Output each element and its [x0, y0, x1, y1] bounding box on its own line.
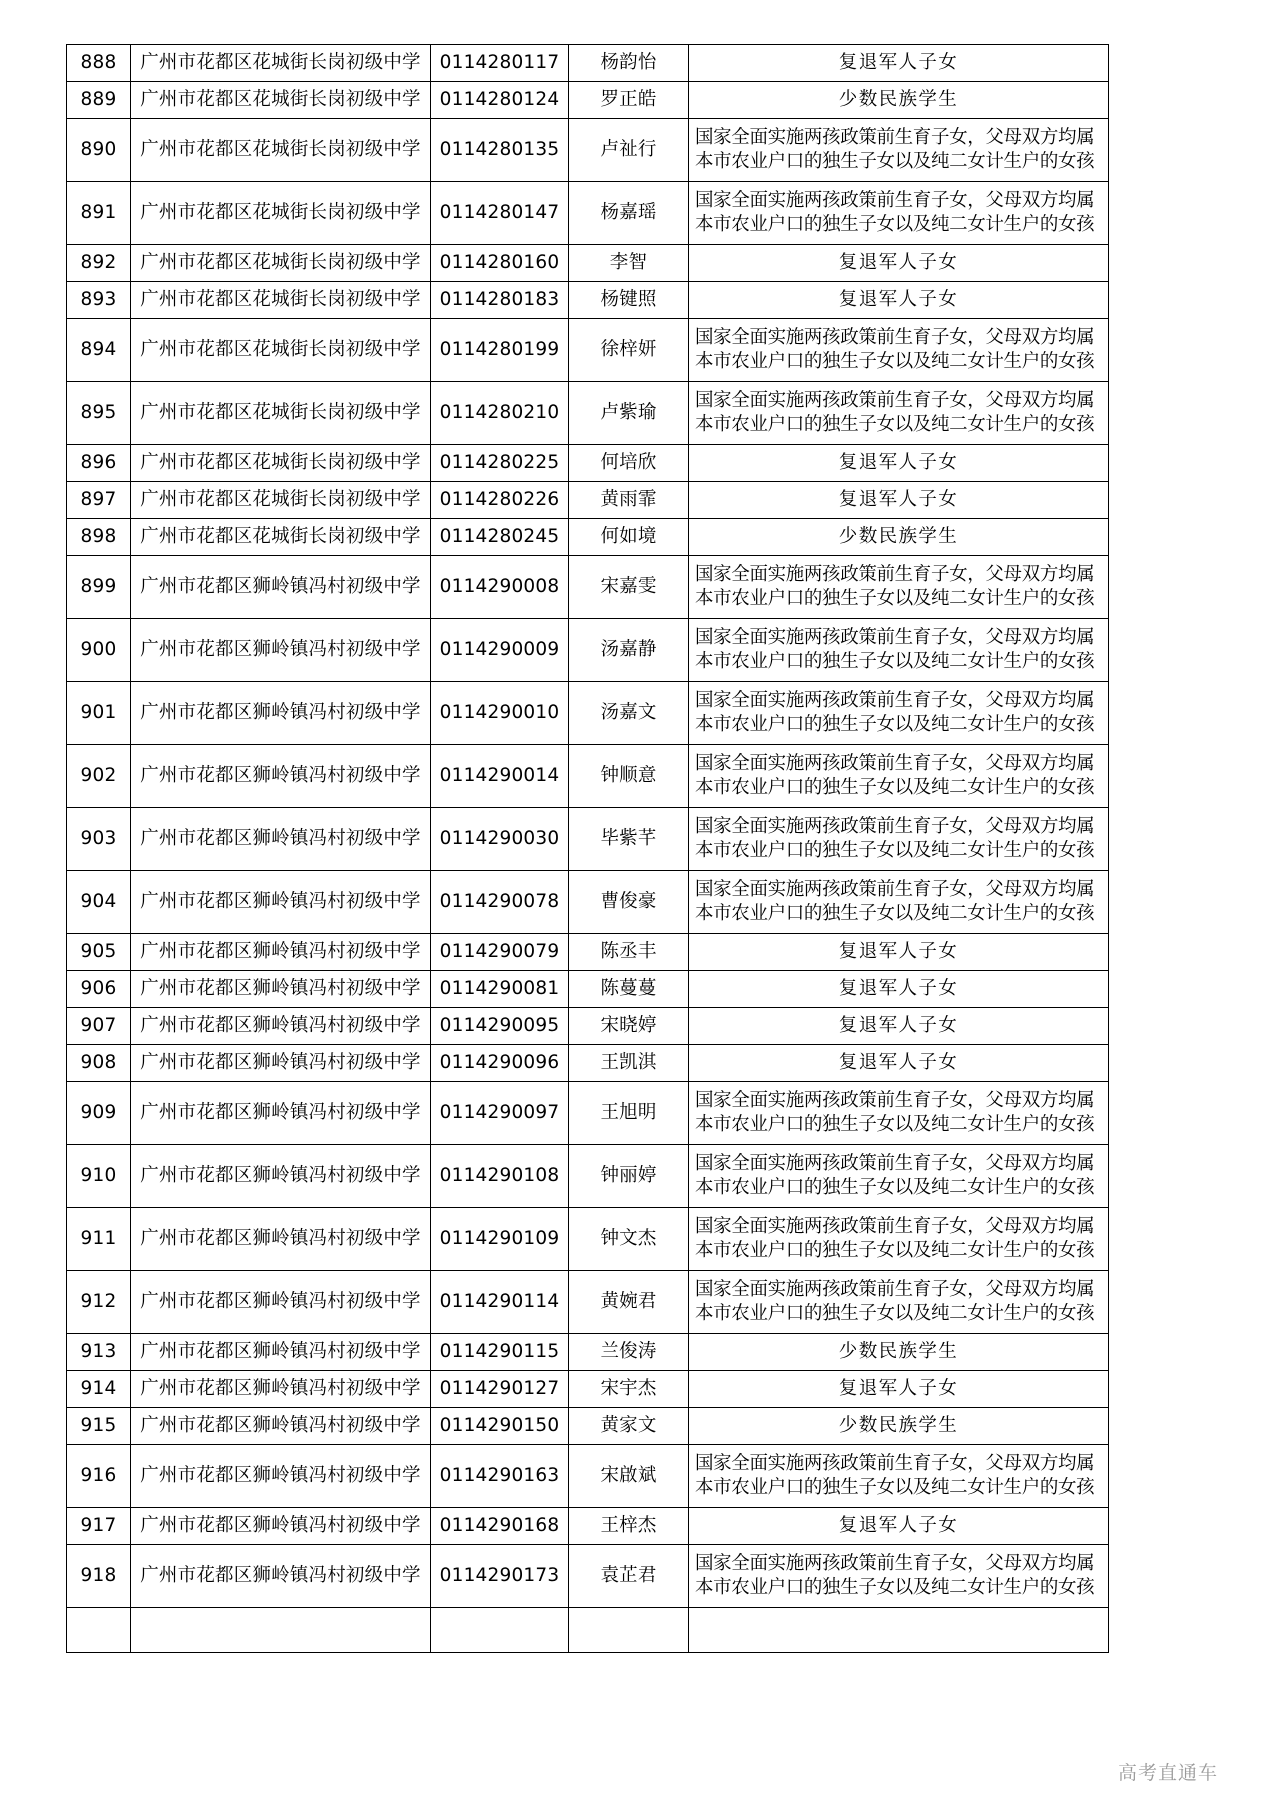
policy-text-line-1: 国家全面实施两孩政策前生育子女，父母双方均属 — [695, 1215, 1095, 1237]
cell-school-name: 广州市花都区花城街长岗初级中学 — [131, 282, 431, 319]
cell-student-id: 0114290115 — [431, 1334, 569, 1371]
cell-student-id: 0114280183 — [431, 282, 569, 319]
cell-student-name: 宋嘉雯 — [569, 556, 689, 619]
cell-school-name: 广州市花都区花城街长岗初级中学 — [131, 182, 431, 245]
table-row — [67, 45, 1109, 82]
cell-policy-category — [689, 445, 1109, 482]
cell-policy-category — [689, 745, 1109, 808]
cell-sequence-number: 905 — [67, 934, 131, 971]
table-row — [67, 519, 1109, 556]
table-row — [67, 619, 1109, 682]
cell-student-id: 0114290079 — [431, 934, 569, 971]
policy-text-line-2: 本市农业户口的独生子女以及纯二女计生户的女孩 — [695, 840, 1095, 861]
cell-sequence-number: 892 — [67, 245, 131, 282]
cell-school-name: 广州市花都区狮岭镇冯村初级中学 — [131, 1045, 431, 1082]
policy-text: 少数民族学生 — [838, 1415, 959, 1437]
table-body — [67, 45, 1109, 1653]
table-row — [67, 1334, 1109, 1371]
policy-text: 少数民族学生 — [838, 89, 959, 111]
cell-policy-category — [689, 1334, 1109, 1371]
cell-student-id — [431, 1608, 569, 1653]
policy-text-line-2: 本市农业户口的独生子女以及纯二女计生户的女孩 — [695, 414, 1095, 435]
cell-policy-category — [689, 182, 1109, 245]
cell-student-name: 汤嘉文 — [569, 682, 689, 745]
cell-school-name: 广州市花都区狮岭镇冯村初级中学 — [131, 745, 431, 808]
cell-student-name: 黄家文 — [569, 1408, 689, 1445]
policy-text-line-2: 本市农业户口的独生子女以及纯二女计生户的女孩 — [695, 1577, 1095, 1598]
table-row — [67, 1271, 1109, 1334]
policy-text: 复退军人子女 — [838, 1015, 959, 1037]
cell-sequence-number: 888 — [67, 45, 131, 82]
table-row — [67, 382, 1109, 445]
cell-sequence-number: 889 — [67, 82, 131, 119]
cell-school-name: 广州市花都区花城街长岗初级中学 — [131, 482, 431, 519]
cell-student-id: 0114290030 — [431, 808, 569, 871]
cell-policy-category — [689, 319, 1109, 382]
cell-student-id: 0114280135 — [431, 119, 569, 182]
policy-text: 少数民族学生 — [838, 526, 959, 548]
cell-student-name: 何培欣 — [569, 445, 689, 482]
cell-sequence-number: 906 — [67, 971, 131, 1008]
policy-text-line-1: 国家全面实施两孩政策前生育子女，父母双方均属 — [695, 389, 1095, 411]
policy-text-line-2: 本市农业户口的独生子女以及纯二女计生户的女孩 — [695, 777, 1095, 798]
policy-text-line-1: 国家全面实施两孩政策前生育子女，父母双方均属 — [695, 326, 1095, 348]
policy-text-line-2: 本市农业户口的独生子女以及纯二女计生户的女孩 — [695, 651, 1095, 672]
cell-school-name: 广州市花都区狮岭镇冯村初级中学 — [131, 971, 431, 1008]
table-row — [67, 1145, 1109, 1208]
cell-policy-category — [689, 871, 1109, 934]
cell-sequence-number: 893 — [67, 282, 131, 319]
cell-policy-category — [689, 1608, 1109, 1653]
cell-school-name: 广州市花都区狮岭镇冯村初级中学 — [131, 934, 431, 971]
cell-student-id: 0114290168 — [431, 1508, 569, 1545]
cell-student-name: 黄雨霏 — [569, 482, 689, 519]
policy-text-line-1: 国家全面实施两孩政策前生育子女，父母双方均属 — [695, 878, 1095, 900]
cell-sequence-number: 913 — [67, 1334, 131, 1371]
cell-student-id: 0114290127 — [431, 1371, 569, 1408]
cell-policy-category — [689, 1208, 1109, 1271]
cell-school-name: 广州市花都区花城街长岗初级中学 — [131, 245, 431, 282]
cell-student-id: 0114280226 — [431, 482, 569, 519]
table-row — [67, 1045, 1109, 1082]
cell-student-name: 宋啟斌 — [569, 1445, 689, 1508]
table-row — [67, 1445, 1109, 1508]
cell-policy-category — [689, 971, 1109, 1008]
cell-policy-category — [689, 382, 1109, 445]
cell-policy-category — [689, 119, 1109, 182]
policy-text: 复退军人子女 — [838, 978, 959, 1000]
policy-text: 复退军人子女 — [838, 1052, 959, 1074]
cell-sequence-number: 891 — [67, 182, 131, 245]
policy-text-line-2: 本市农业户口的独生子女以及纯二女计生户的女孩 — [695, 1477, 1095, 1498]
cell-sequence-number — [67, 1608, 131, 1653]
policy-text-line-1: 国家全面实施两孩政策前生育子女，父母双方均属 — [695, 1552, 1095, 1574]
cell-sequence-number: 903 — [67, 808, 131, 871]
cell-policy-category — [689, 1008, 1109, 1045]
cell-policy-category — [689, 1371, 1109, 1408]
cell-school-name: 广州市花都区狮岭镇冯村初级中学 — [131, 1545, 431, 1608]
table-row — [67, 182, 1109, 245]
policy-text-line-1: 国家全面实施两孩政策前生育子女，父母双方均属 — [695, 126, 1095, 148]
table-row — [67, 319, 1109, 382]
cell-sequence-number: 917 — [67, 1508, 131, 1545]
policy-text: 复退军人子女 — [838, 941, 959, 963]
cell-sequence-number: 915 — [67, 1408, 131, 1445]
cell-school-name: 广州市花都区狮岭镇冯村初级中学 — [131, 1508, 431, 1545]
cell-student-id: 0114290081 — [431, 971, 569, 1008]
cell-student-id: 0114280225 — [431, 445, 569, 482]
table-row — [67, 871, 1109, 934]
policy-text: 复退军人子女 — [838, 252, 959, 274]
cell-sequence-number: 911 — [67, 1208, 131, 1271]
cell-policy-category — [689, 282, 1109, 319]
cell-sequence-number: 916 — [67, 1445, 131, 1508]
policy-text: 复退军人子女 — [838, 1378, 959, 1400]
cell-policy-category — [689, 82, 1109, 119]
table-row — [67, 1608, 1109, 1653]
cell-policy-category — [689, 1508, 1109, 1545]
cell-school-name: 广州市花都区花城街长岗初级中学 — [131, 82, 431, 119]
cell-sequence-number: 897 — [67, 482, 131, 519]
cell-school-name: 广州市花都区狮岭镇冯村初级中学 — [131, 1408, 431, 1445]
policy-text-line-1: 国家全面实施两孩政策前生育子女，父母双方均属 — [695, 189, 1095, 211]
watermark: 高考直通车 — [1117, 1762, 1218, 1784]
table-row — [67, 482, 1109, 519]
cell-school-name: 广州市花都区花城街长岗初级中学 — [131, 319, 431, 382]
policy-text-line-1: 国家全面实施两孩政策前生育子女，父母双方均属 — [695, 563, 1095, 585]
cell-student-id: 0114290078 — [431, 871, 569, 934]
policy-text-line-1: 国家全面实施两孩政策前生育子女，父母双方均属 — [695, 752, 1095, 774]
cell-student-id: 0114290095 — [431, 1008, 569, 1045]
cell-student-id: 0114290097 — [431, 1082, 569, 1145]
cell-student-id: 0114290150 — [431, 1408, 569, 1445]
cell-student-name — [569, 1608, 689, 1653]
table-row — [67, 971, 1109, 1008]
policy-text-line-2: 本市农业户口的独生子女以及纯二女计生户的女孩 — [695, 1240, 1095, 1261]
cell-sequence-number: 898 — [67, 519, 131, 556]
cell-student-name: 徐梓妍 — [569, 319, 689, 382]
cell-student-id: 0114280124 — [431, 82, 569, 119]
policy-text-line-1: 国家全面实施两孩政策前生育子女，父母双方均属 — [695, 1278, 1095, 1300]
cell-student-name: 陈蔓蔓 — [569, 971, 689, 1008]
cell-school-name: 广州市花都区花城街长岗初级中学 — [131, 382, 431, 445]
cell-policy-category — [689, 1408, 1109, 1445]
table-row — [67, 1508, 1109, 1545]
cell-student-name: 杨嘉瑶 — [569, 182, 689, 245]
policy-text-line-1: 国家全面实施两孩政策前生育子女，父母双方均属 — [695, 815, 1095, 837]
cell-student-name: 汤嘉静 — [569, 619, 689, 682]
policy-text-line-2: 本市农业户口的独生子女以及纯二女计生户的女孩 — [695, 1303, 1095, 1324]
cell-sequence-number: 909 — [67, 1082, 131, 1145]
cell-student-name: 钟丽婷 — [569, 1145, 689, 1208]
cell-student-id: 0114280199 — [431, 319, 569, 382]
cell-school-name: 广州市花都区狮岭镇冯村初级中学 — [131, 1445, 431, 1508]
cell-sequence-number: 896 — [67, 445, 131, 482]
cell-sequence-number: 899 — [67, 556, 131, 619]
cell-policy-category — [689, 45, 1109, 82]
cell-student-name: 毕紫芊 — [569, 808, 689, 871]
policy-text-line-1: 国家全面实施两孩政策前生育子女，父母双方均属 — [695, 689, 1095, 711]
cell-student-name: 宋宇杰 — [569, 1371, 689, 1408]
cell-policy-category — [689, 482, 1109, 519]
cell-school-name: 广州市花都区狮岭镇冯村初级中学 — [131, 556, 431, 619]
cell-student-name: 罗正皓 — [569, 82, 689, 119]
cell-policy-category — [689, 1271, 1109, 1334]
cell-sequence-number: 918 — [67, 1545, 131, 1608]
policy-text-line-2: 本市农业户口的独生子女以及纯二女计生户的女孩 — [695, 1114, 1095, 1135]
policy-text-line-2: 本市农业户口的独生子女以及纯二女计生户的女孩 — [695, 903, 1095, 924]
cell-sequence-number: 900 — [67, 619, 131, 682]
policy-text-line-2: 本市农业户口的独生子女以及纯二女计生户的女孩 — [695, 351, 1095, 372]
policy-text-line-2: 本市农业户口的独生子女以及纯二女计生户的女孩 — [695, 151, 1095, 172]
cell-sequence-number: 901 — [67, 682, 131, 745]
table-row — [67, 1371, 1109, 1408]
cell-student-name: 杨韵怡 — [569, 45, 689, 82]
cell-student-id: 0114290108 — [431, 1145, 569, 1208]
cell-student-name: 卢紫瑜 — [569, 382, 689, 445]
policy-text-line-2: 本市农业户口的独生子女以及纯二女计生户的女孩 — [695, 714, 1095, 735]
cell-student-name: 李智 — [569, 245, 689, 282]
cell-sequence-number: 907 — [67, 1008, 131, 1045]
cell-student-name: 袁芷君 — [569, 1545, 689, 1608]
cell-policy-category — [689, 1082, 1109, 1145]
table-row — [67, 808, 1109, 871]
cell-policy-category — [689, 1445, 1109, 1508]
cell-school-name: 广州市花都区狮岭镇冯村初级中学 — [131, 1271, 431, 1334]
cell-policy-category — [689, 934, 1109, 971]
policy-text-line-1: 国家全面实施两孩政策前生育子女，父母双方均属 — [695, 1452, 1095, 1474]
policy-students-table — [66, 44, 1109, 1653]
table-row — [67, 934, 1109, 971]
cell-sequence-number: 910 — [67, 1145, 131, 1208]
cell-school-name: 广州市花都区狮岭镇冯村初级中学 — [131, 1208, 431, 1271]
policy-text: 复退军人子女 — [838, 52, 959, 74]
cell-student-id: 0114290173 — [431, 1545, 569, 1608]
table-row — [67, 556, 1109, 619]
cell-student-name: 黄婉君 — [569, 1271, 689, 1334]
cell-school-name: 广州市花都区狮岭镇冯村初级中学 — [131, 1334, 431, 1371]
cell-school-name: 广州市花都区狮岭镇冯村初级中学 — [131, 1145, 431, 1208]
table-row — [67, 1408, 1109, 1445]
cell-student-id: 0114280210 — [431, 382, 569, 445]
cell-policy-category — [689, 1145, 1109, 1208]
cell-sequence-number: 912 — [67, 1271, 131, 1334]
policy-text-line-1: 国家全面实施两孩政策前生育子女，父母双方均属 — [695, 1152, 1095, 1174]
table-row — [67, 82, 1109, 119]
cell-student-name: 钟顺意 — [569, 745, 689, 808]
cell-policy-category — [689, 245, 1109, 282]
cell-student-name: 王梓杰 — [569, 1508, 689, 1545]
cell-student-id: 0114290014 — [431, 745, 569, 808]
cell-sequence-number: 894 — [67, 319, 131, 382]
cell-school-name — [131, 1608, 431, 1653]
cell-school-name: 广州市花都区狮岭镇冯村初级中学 — [131, 808, 431, 871]
cell-student-id: 0114290010 — [431, 682, 569, 745]
cell-sequence-number: 890 — [67, 119, 131, 182]
cell-student-id: 0114290096 — [431, 1045, 569, 1082]
cell-policy-category — [689, 682, 1109, 745]
table-row — [67, 282, 1109, 319]
table-row — [67, 1082, 1109, 1145]
cell-student-name: 陈丞丰 — [569, 934, 689, 971]
cell-student-name: 杨键照 — [569, 282, 689, 319]
cell-student-name: 卢祉行 — [569, 119, 689, 182]
cell-school-name: 广州市花都区花城街长岗初级中学 — [131, 519, 431, 556]
table-row — [67, 445, 1109, 482]
table-row — [67, 745, 1109, 808]
cell-student-name: 何如境 — [569, 519, 689, 556]
table-row — [67, 119, 1109, 182]
cell-school-name: 广州市花都区狮岭镇冯村初级中学 — [131, 1008, 431, 1045]
policy-text: 复退军人子女 — [838, 452, 959, 474]
cell-policy-category — [689, 1545, 1109, 1608]
cell-student-id: 0114290163 — [431, 1445, 569, 1508]
policy-text: 复退军人子女 — [838, 289, 959, 311]
cell-student-name: 宋晓婷 — [569, 1008, 689, 1045]
cell-student-name: 王凯淇 — [569, 1045, 689, 1082]
policy-text-line-1: 国家全面实施两孩政策前生育子女，父母双方均属 — [695, 626, 1095, 648]
cell-sequence-number: 902 — [67, 745, 131, 808]
policy-text: 少数民族学生 — [838, 1341, 959, 1363]
cell-sequence-number: 895 — [67, 382, 131, 445]
policy-text: 复退军人子女 — [838, 489, 959, 511]
cell-student-id: 0114280147 — [431, 182, 569, 245]
cell-school-name: 广州市花都区花城街长岗初级中学 — [131, 45, 431, 82]
cell-student-name: 钟文杰 — [569, 1208, 689, 1271]
cell-policy-category — [689, 556, 1109, 619]
cell-school-name: 广州市花都区狮岭镇冯村初级中学 — [131, 619, 431, 682]
cell-student-id: 0114290114 — [431, 1271, 569, 1334]
cell-sequence-number: 914 — [67, 1371, 131, 1408]
cell-school-name: 广州市花都区狮岭镇冯村初级中学 — [131, 1082, 431, 1145]
table-row — [67, 1208, 1109, 1271]
cell-sequence-number: 904 — [67, 871, 131, 934]
policy-text-line-2: 本市农业户口的独生子女以及纯二女计生户的女孩 — [695, 1177, 1095, 1198]
cell-policy-category — [689, 519, 1109, 556]
cell-student-name: 兰俊涛 — [569, 1334, 689, 1371]
cell-student-name: 曹俊豪 — [569, 871, 689, 934]
policy-text: 复退军人子女 — [838, 1515, 959, 1537]
table-row — [67, 1008, 1109, 1045]
cell-student-id: 0114290008 — [431, 556, 569, 619]
cell-student-id: 0114280245 — [431, 519, 569, 556]
cell-school-name: 广州市花都区花城街长岗初级中学 — [131, 119, 431, 182]
cell-student-id: 0114280160 — [431, 245, 569, 282]
policy-text-line-1: 国家全面实施两孩政策前生育子女，父母双方均属 — [695, 1089, 1095, 1111]
cell-student-name: 王旭明 — [569, 1082, 689, 1145]
cell-policy-category — [689, 619, 1109, 682]
table-row — [67, 682, 1109, 745]
cell-sequence-number: 908 — [67, 1045, 131, 1082]
cell-student-id: 0114290009 — [431, 619, 569, 682]
table-row — [67, 1545, 1109, 1608]
policy-text-line-2: 本市农业户口的独生子女以及纯二女计生户的女孩 — [695, 588, 1095, 609]
cell-policy-category — [689, 1045, 1109, 1082]
cell-policy-category — [689, 808, 1109, 871]
cell-school-name: 广州市花都区花城街长岗初级中学 — [131, 445, 431, 482]
cell-school-name: 广州市花都区狮岭镇冯村初级中学 — [131, 682, 431, 745]
policy-text-line-2: 本市农业户口的独生子女以及纯二女计生户的女孩 — [695, 214, 1095, 235]
cell-school-name: 广州市花都区狮岭镇冯村初级中学 — [131, 1371, 431, 1408]
cell-school-name: 广州市花都区狮岭镇冯村初级中学 — [131, 871, 431, 934]
table-row — [67, 245, 1109, 282]
cell-student-id: 0114290109 — [431, 1208, 569, 1271]
cell-student-id: 0114280117 — [431, 45, 569, 82]
